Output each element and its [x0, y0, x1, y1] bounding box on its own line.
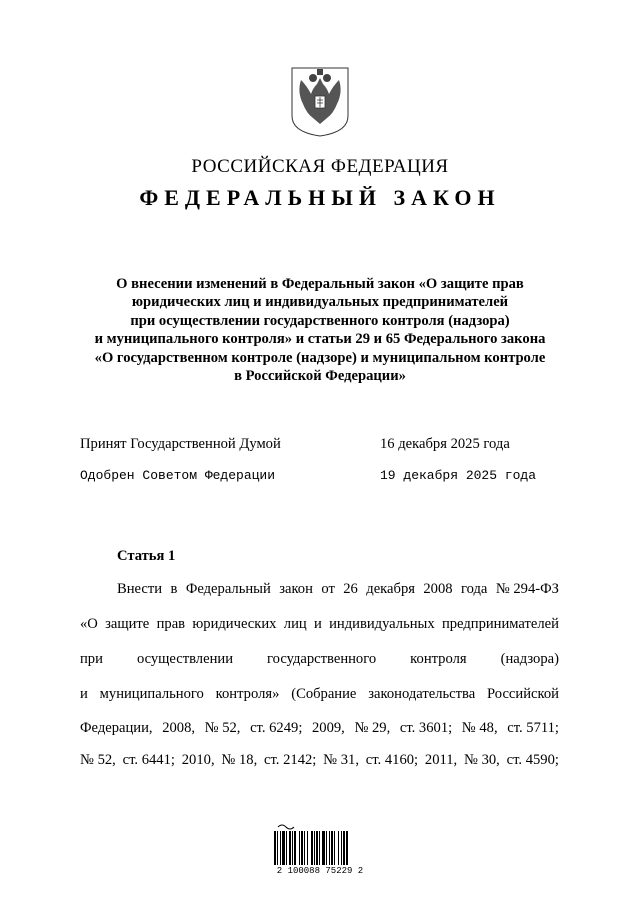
- barcode-bar: [329, 831, 330, 865]
- article-text-line: [80, 651, 559, 668]
- barcode-bar: [311, 831, 313, 865]
- duma-adoption-label: Принят Государственной Думой: [80, 436, 281, 452]
- barcode-bar: [307, 831, 308, 865]
- article-heading: Статья 1: [117, 548, 176, 564]
- word: и: [313, 616, 322, 632]
- word: юридических: [192, 616, 277, 632]
- country-name: РОССИЙСКАЯ ФЕДЕРАЦИЯ: [191, 156, 449, 177]
- word: «О: [80, 616, 98, 632]
- word: Внести: [117, 581, 163, 597]
- word: № 48,: [461, 720, 498, 736]
- word: Российской: [487, 686, 559, 702]
- word: (Собрание: [291, 686, 357, 702]
- barcode-number: 2 100088 75229 2: [276, 866, 364, 876]
- word: при: [80, 651, 103, 667]
- word: ст. 5711;: [507, 720, 559, 736]
- barcode-bar: [314, 831, 315, 865]
- word: в: [170, 581, 178, 597]
- law-title-line: юридических лиц и индивидуальных предпринимателей: [131, 294, 509, 311]
- law-title-line: «О государственном контроле (надзоре) и муниципальном контроле: [94, 349, 546, 366]
- word: ст. 6441;: [122, 752, 175, 768]
- barcode-bar: [334, 831, 335, 865]
- word: ст. 3601;: [399, 720, 453, 736]
- word: 2008,: [162, 720, 196, 736]
- barcode-bar: [286, 831, 287, 865]
- word: осуществлении: [136, 651, 234, 667]
- word: 2011,: [424, 752, 458, 768]
- word: № 294-ФЗ: [495, 581, 559, 597]
- word: № 30,: [464, 752, 500, 768]
- council-approval-date: 19 декабря 2025 года: [380, 468, 537, 483]
- barcode-bar: [331, 831, 333, 865]
- word: защите: [105, 616, 150, 632]
- word: № 18,: [221, 752, 258, 768]
- word: прав: [156, 616, 186, 632]
- barcode-bar: [326, 831, 327, 865]
- word: № 29,: [354, 720, 391, 736]
- barcode-bar: [304, 831, 305, 865]
- article-text-line: [80, 616, 559, 633]
- article-text-line: [80, 752, 559, 769]
- barcode-bar: [316, 831, 318, 865]
- barcode-bar: [338, 831, 339, 865]
- barcode-bar: [282, 831, 285, 865]
- word: № 52,: [80, 752, 116, 768]
- barcode-bar: [301, 831, 303, 865]
- word: государственного: [267, 651, 377, 667]
- word: 2010,: [181, 752, 215, 768]
- word: ст. 4160;: [365, 752, 419, 768]
- law-title: [80, 275, 560, 385]
- word: закон: [279, 581, 313, 597]
- word: законодательства: [368, 686, 476, 702]
- barcode-bar: [322, 831, 325, 865]
- word: 26: [343, 581, 358, 597]
- word: и: [80, 686, 88, 702]
- word: ст. 6249;: [250, 720, 303, 736]
- council-approval-label: Одобрен Советом Федерации: [80, 468, 276, 483]
- word: ст. 4590;: [506, 752, 559, 768]
- barcode-bar: [292, 831, 293, 865]
- document-type: ФЕДЕРАЛЬНЫЙ ЗАКОН: [139, 185, 501, 210]
- word: лиц: [283, 616, 307, 632]
- barcode: [268, 823, 372, 867]
- word: Федеральный: [185, 581, 271, 597]
- barcode-bar: [346, 831, 348, 865]
- barcode-bar: [294, 831, 296, 865]
- word: муниципального: [99, 686, 204, 702]
- barcode-bar: [274, 831, 276, 865]
- barcode-bar: [299, 831, 300, 865]
- word: контроля»: [215, 686, 280, 702]
- law-title-line: О внесении изменений в Федеральный закон «О защите прав: [116, 276, 524, 292]
- word: (надзора): [500, 651, 559, 667]
- word: от: [321, 581, 335, 597]
- word: декабря: [366, 581, 415, 597]
- word: 2008: [423, 581, 453, 597]
- article-text-line: [80, 720, 559, 737]
- word: 2009,: [311, 720, 345, 736]
- word: предпринимателей: [441, 616, 559, 632]
- word: контроля: [410, 651, 467, 667]
- word: года: [460, 581, 488, 597]
- barcode-bar: [277, 831, 278, 865]
- barcode-bar: [343, 831, 345, 865]
- word: № 31,: [323, 752, 359, 768]
- coat-of-arms-icon: [289, 64, 351, 138]
- law-title-line: при осуществлении государственного контроля (надзора): [130, 312, 510, 329]
- article-text-line: [80, 686, 559, 703]
- word: № 52,: [204, 720, 241, 736]
- barcode-bar: [289, 831, 291, 865]
- duma-adoption-date: 16 декабря 2025 года: [380, 436, 510, 452]
- word: Федерации,: [80, 720, 153, 736]
- barcode-bar: [280, 831, 281, 865]
- barcode-mark: [278, 825, 294, 829]
- article-text-line: [117, 581, 559, 598]
- barcode-bar: [319, 831, 320, 865]
- word: индивидуальных: [329, 616, 435, 632]
- law-title-line: и муниципального контроля» и статьи 29 и 65 Федерального закона: [94, 331, 546, 348]
- word: ст. 2142;: [264, 752, 317, 768]
- law-title-line: в Российской Федерации»: [234, 368, 406, 385]
- barcode-bar: [341, 831, 342, 865]
